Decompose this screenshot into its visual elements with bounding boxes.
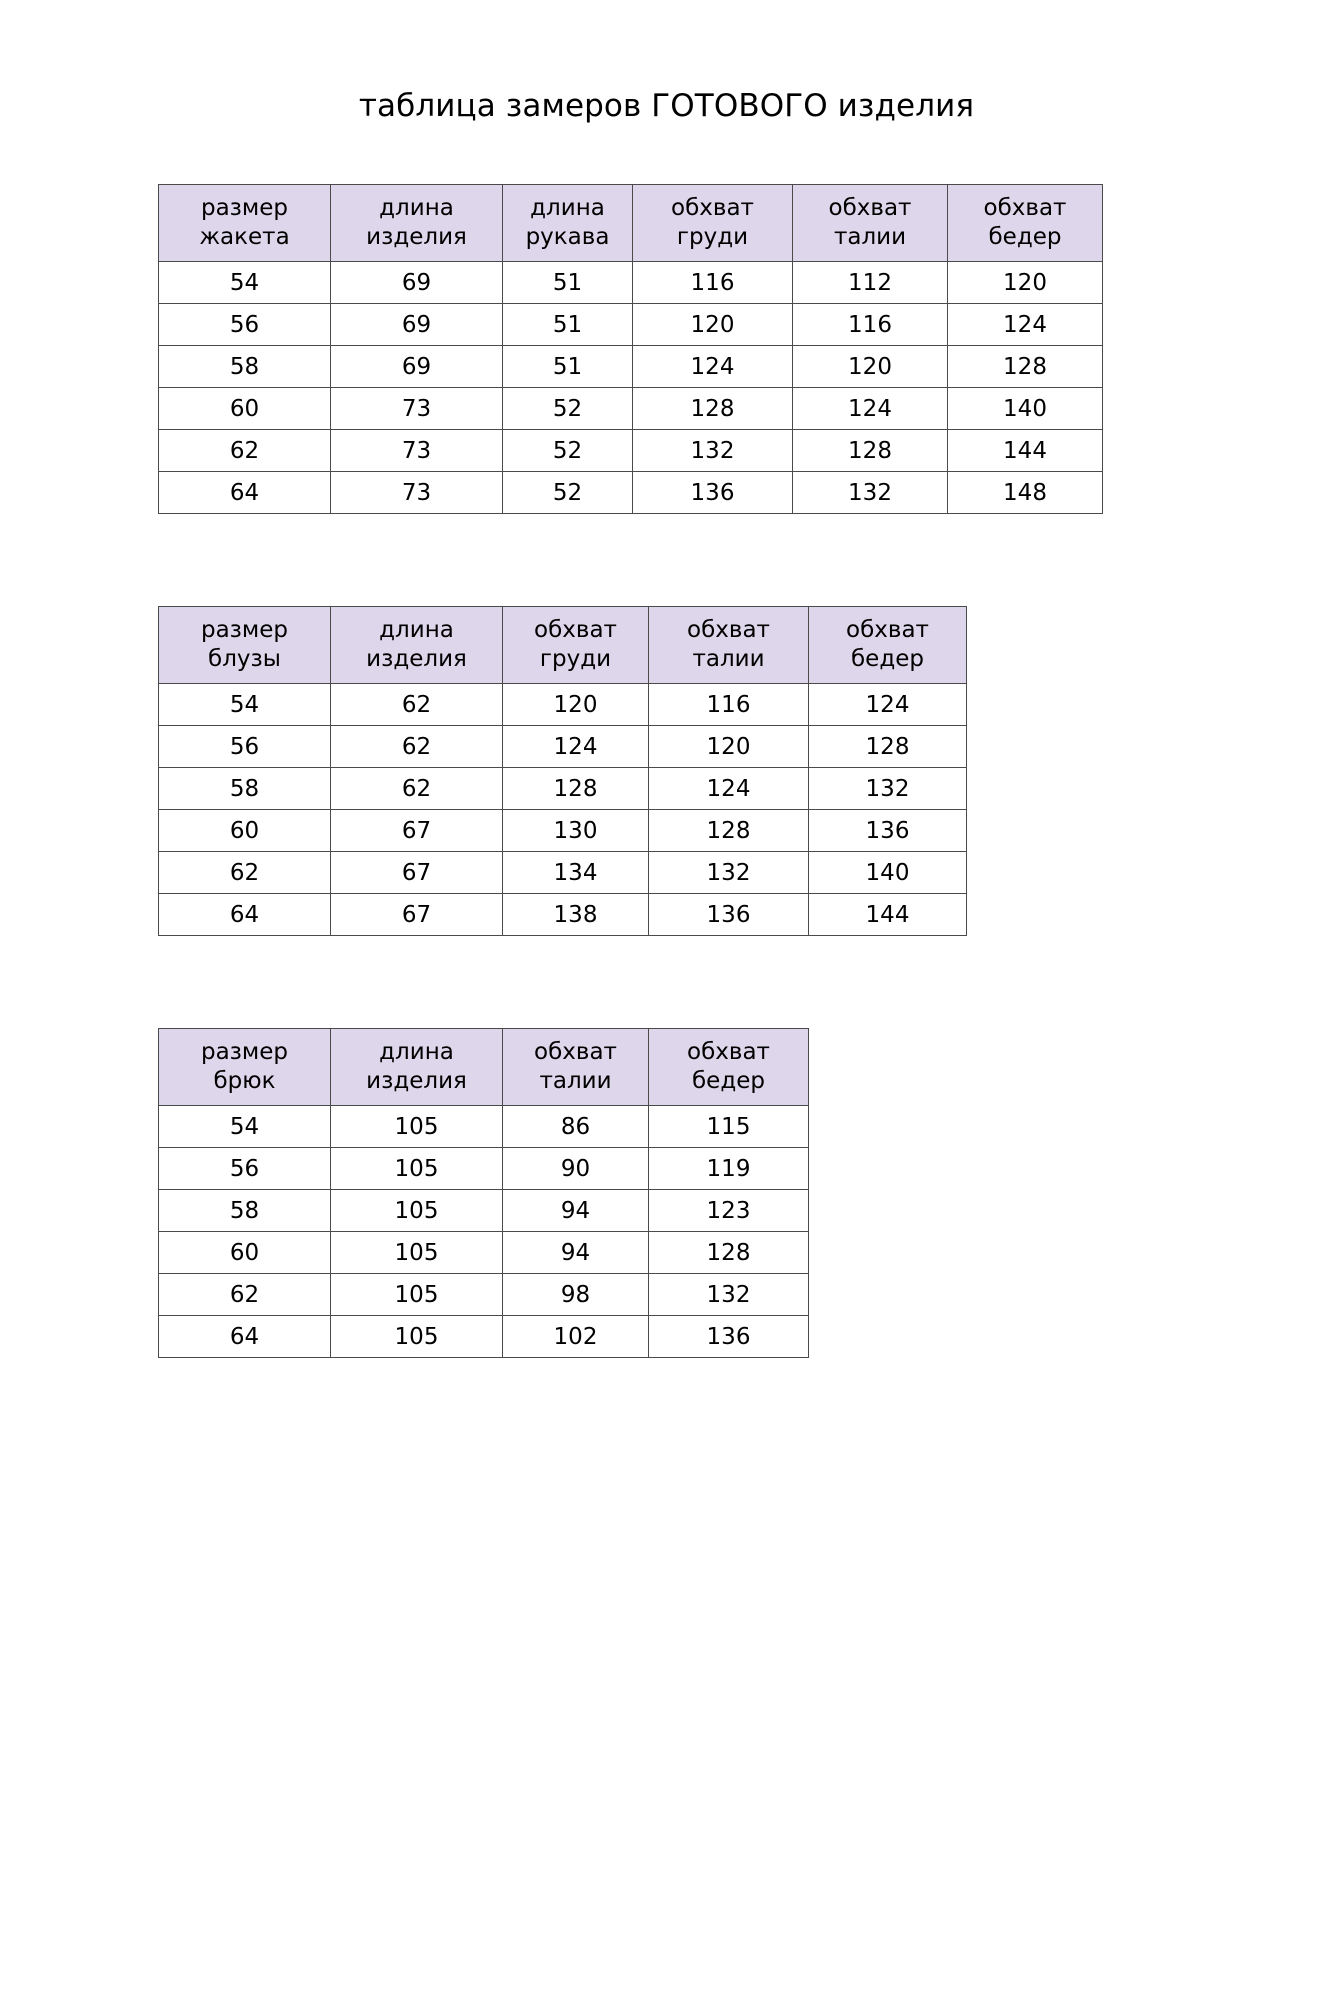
cell-length: 105 <box>331 1274 503 1316</box>
cell-length: 105 <box>331 1316 503 1358</box>
cell-size: 56 <box>159 726 331 768</box>
cell-size: 64 <box>159 894 331 936</box>
cell-waist: 98 <box>503 1274 649 1316</box>
cell-hips: 124 <box>948 304 1103 346</box>
cell-hips: 132 <box>809 768 967 810</box>
cell-hips: 140 <box>809 852 967 894</box>
column-header-hips <box>649 1029 809 1106</box>
cell-waist: 94 <box>503 1232 649 1274</box>
cell-waist: 112 <box>793 262 948 304</box>
jacket-table-body <box>159 262 1103 514</box>
cell-length: 67 <box>331 852 503 894</box>
pants-table-container <box>158 1028 1223 1358</box>
jacket-measurements-table <box>158 184 1103 514</box>
cell-sleeve: 52 <box>503 472 633 514</box>
cell-chest: 124 <box>633 346 793 388</box>
header-line-2: талии <box>833 224 907 250</box>
cell-hips: 120 <box>948 262 1103 304</box>
table-row <box>159 684 967 726</box>
column-header-waist <box>503 1029 649 1106</box>
table-row <box>159 262 1103 304</box>
cell-length: 105 <box>331 1148 503 1190</box>
header-line-1: обхват <box>687 1039 770 1066</box>
blouse-measurements-table <box>158 606 967 936</box>
cell-size: 60 <box>159 810 331 852</box>
cell-length: 105 <box>331 1106 503 1148</box>
column-header-chest <box>503 607 649 684</box>
table-row <box>159 304 1103 346</box>
cell-size: 62 <box>159 852 331 894</box>
cell-hips: 128 <box>809 726 967 768</box>
cell-length: 105 <box>331 1190 503 1232</box>
cell-size: 58 <box>159 346 331 388</box>
blouse-table-container <box>158 606 1223 936</box>
cell-length: 67 <box>331 894 503 936</box>
header-line-1: размер <box>200 195 289 222</box>
cell-size: 60 <box>159 388 331 430</box>
table-row <box>159 1274 809 1316</box>
cell-waist: 116 <box>793 304 948 346</box>
pants-table-body <box>159 1106 809 1358</box>
header-line-2: изделия <box>366 1068 467 1094</box>
table-row <box>159 346 1103 388</box>
cell-chest: 128 <box>503 768 649 810</box>
cell-waist: 90 <box>503 1148 649 1190</box>
header-line-1: обхват <box>983 195 1067 222</box>
column-header-size <box>159 185 331 262</box>
cell-chest: 136 <box>633 472 793 514</box>
cell-size: 54 <box>159 262 331 304</box>
column-header-size <box>159 607 331 684</box>
table-row <box>159 1190 809 1232</box>
cell-sleeve: 51 <box>503 346 633 388</box>
cell-length: 73 <box>331 388 503 430</box>
header-line-2: груди <box>676 224 749 250</box>
cell-hips: 119 <box>649 1148 809 1190</box>
table-row <box>159 726 967 768</box>
cell-waist: 86 <box>503 1106 649 1148</box>
cell-size: 62 <box>159 430 331 472</box>
column-header-hips <box>809 607 967 684</box>
cell-size: 60 <box>159 1232 331 1274</box>
table-header-row <box>159 185 1103 262</box>
table-row <box>159 388 1103 430</box>
header-line-2: бедер <box>851 646 924 672</box>
cell-size: 54 <box>159 684 331 726</box>
table-row <box>159 894 967 936</box>
header-line-1: размер <box>200 617 289 644</box>
column-header-waist <box>793 185 948 262</box>
header-line-1: обхват <box>846 617 929 644</box>
cell-size: 56 <box>159 1148 331 1190</box>
header-line-2: брюк <box>213 1068 276 1094</box>
cell-hips: 144 <box>809 894 967 936</box>
header-line-2: рукава <box>525 224 610 250</box>
cell-chest: 134 <box>503 852 649 894</box>
table-row <box>159 472 1103 514</box>
header-line-2: блузы <box>208 646 281 672</box>
cell-length: 62 <box>331 684 503 726</box>
cell-chest: 130 <box>503 810 649 852</box>
column-header-sleeve-length <box>503 185 633 262</box>
cell-waist: 132 <box>649 852 809 894</box>
cell-waist: 132 <box>793 472 948 514</box>
table-header-row <box>159 607 967 684</box>
cell-chest: 116 <box>633 262 793 304</box>
header-line-1: обхват <box>671 195 754 222</box>
cell-length: 73 <box>331 430 503 472</box>
header-line-2: изделия <box>366 224 467 250</box>
pants-measurements-table <box>158 1028 809 1358</box>
header-line-1: длина <box>530 195 605 222</box>
cell-hips: 144 <box>948 430 1103 472</box>
header-line-2: груди <box>539 646 612 672</box>
column-header-length <box>331 1029 503 1106</box>
cell-waist: 120 <box>793 346 948 388</box>
column-header-waist <box>649 607 809 684</box>
cell-size: 54 <box>159 1106 331 1148</box>
cell-sleeve: 52 <box>503 388 633 430</box>
cell-hips: 115 <box>649 1106 809 1148</box>
cell-length: 105 <box>331 1232 503 1274</box>
table-row <box>159 1232 809 1274</box>
table-row <box>159 852 967 894</box>
cell-waist: 128 <box>793 430 948 472</box>
blouse-table-header <box>159 607 967 684</box>
cell-sleeve: 52 <box>503 430 633 472</box>
cell-size: 58 <box>159 1190 331 1232</box>
header-line-2: талии <box>539 1068 612 1094</box>
cell-length: 67 <box>331 810 503 852</box>
cell-waist: 136 <box>649 894 809 936</box>
cell-hips: 128 <box>948 346 1103 388</box>
cell-length: 62 <box>331 768 503 810</box>
cell-size: 56 <box>159 304 331 346</box>
cell-waist: 124 <box>649 768 809 810</box>
cell-chest: 128 <box>633 388 793 430</box>
header-line-1: длина <box>379 1039 454 1066</box>
cell-length: 62 <box>331 726 503 768</box>
header-line-1: обхват <box>534 617 617 644</box>
header-line-2: бедер <box>988 224 1062 250</box>
cell-chest: 132 <box>633 430 793 472</box>
cell-chest: 124 <box>503 726 649 768</box>
cell-waist: 120 <box>649 726 809 768</box>
cell-size: 62 <box>159 1274 331 1316</box>
cell-hips: 136 <box>809 810 967 852</box>
header-line-2: талии <box>692 646 765 672</box>
table-row <box>159 810 967 852</box>
cell-size: 58 <box>159 768 331 810</box>
table-row <box>159 430 1103 472</box>
page-title: таблица замеров ГОТОВОГО изделия <box>358 88 975 124</box>
cell-length: 69 <box>331 262 503 304</box>
column-header-size <box>159 1029 331 1106</box>
cell-waist: 94 <box>503 1190 649 1232</box>
header-line-1: обхват <box>534 1039 617 1066</box>
column-header-length <box>331 185 503 262</box>
table-row <box>159 1106 809 1148</box>
cell-sleeve: 51 <box>503 262 633 304</box>
cell-chest: 120 <box>633 304 793 346</box>
cell-hips: 132 <box>649 1274 809 1316</box>
header-line-1: длина <box>379 617 454 644</box>
cell-chest: 138 <box>503 894 649 936</box>
cell-hips: 123 <box>649 1190 809 1232</box>
blouse-table-body <box>159 684 967 936</box>
cell-hips: 128 <box>649 1232 809 1274</box>
pants-table-header <box>159 1029 809 1106</box>
cell-hips: 136 <box>649 1316 809 1358</box>
cell-size: 64 <box>159 1316 331 1358</box>
cell-length: 73 <box>331 472 503 514</box>
cell-hips: 124 <box>809 684 967 726</box>
cell-waist: 116 <box>649 684 809 726</box>
header-line-1: обхват <box>687 617 770 644</box>
cell-length: 69 <box>331 304 503 346</box>
table-row <box>159 1316 809 1358</box>
cell-waist: 102 <box>503 1316 649 1358</box>
column-header-chest <box>633 185 793 262</box>
column-header-length <box>331 607 503 684</box>
jacket-table-header <box>159 185 1103 262</box>
cell-waist: 124 <box>793 388 948 430</box>
header-line-1: обхват <box>828 195 912 222</box>
cell-sleeve: 51 <box>503 304 633 346</box>
header-line-1: размер <box>200 1039 289 1066</box>
jacket-table-container <box>158 184 1223 514</box>
header-line-2: жакета <box>199 224 290 250</box>
cell-size: 64 <box>159 472 331 514</box>
table-row <box>159 768 967 810</box>
cell-hips: 140 <box>948 388 1103 430</box>
cell-length: 69 <box>331 346 503 388</box>
cell-waist: 128 <box>649 810 809 852</box>
header-line-1: длина <box>379 195 454 222</box>
cell-chest: 120 <box>503 684 649 726</box>
column-header-hips <box>948 185 1103 262</box>
header-line-2: изделия <box>366 646 467 672</box>
cell-hips: 148 <box>948 472 1103 514</box>
table-header-row <box>159 1029 809 1106</box>
table-row <box>159 1148 809 1190</box>
header-line-2: бедер <box>692 1068 765 1094</box>
